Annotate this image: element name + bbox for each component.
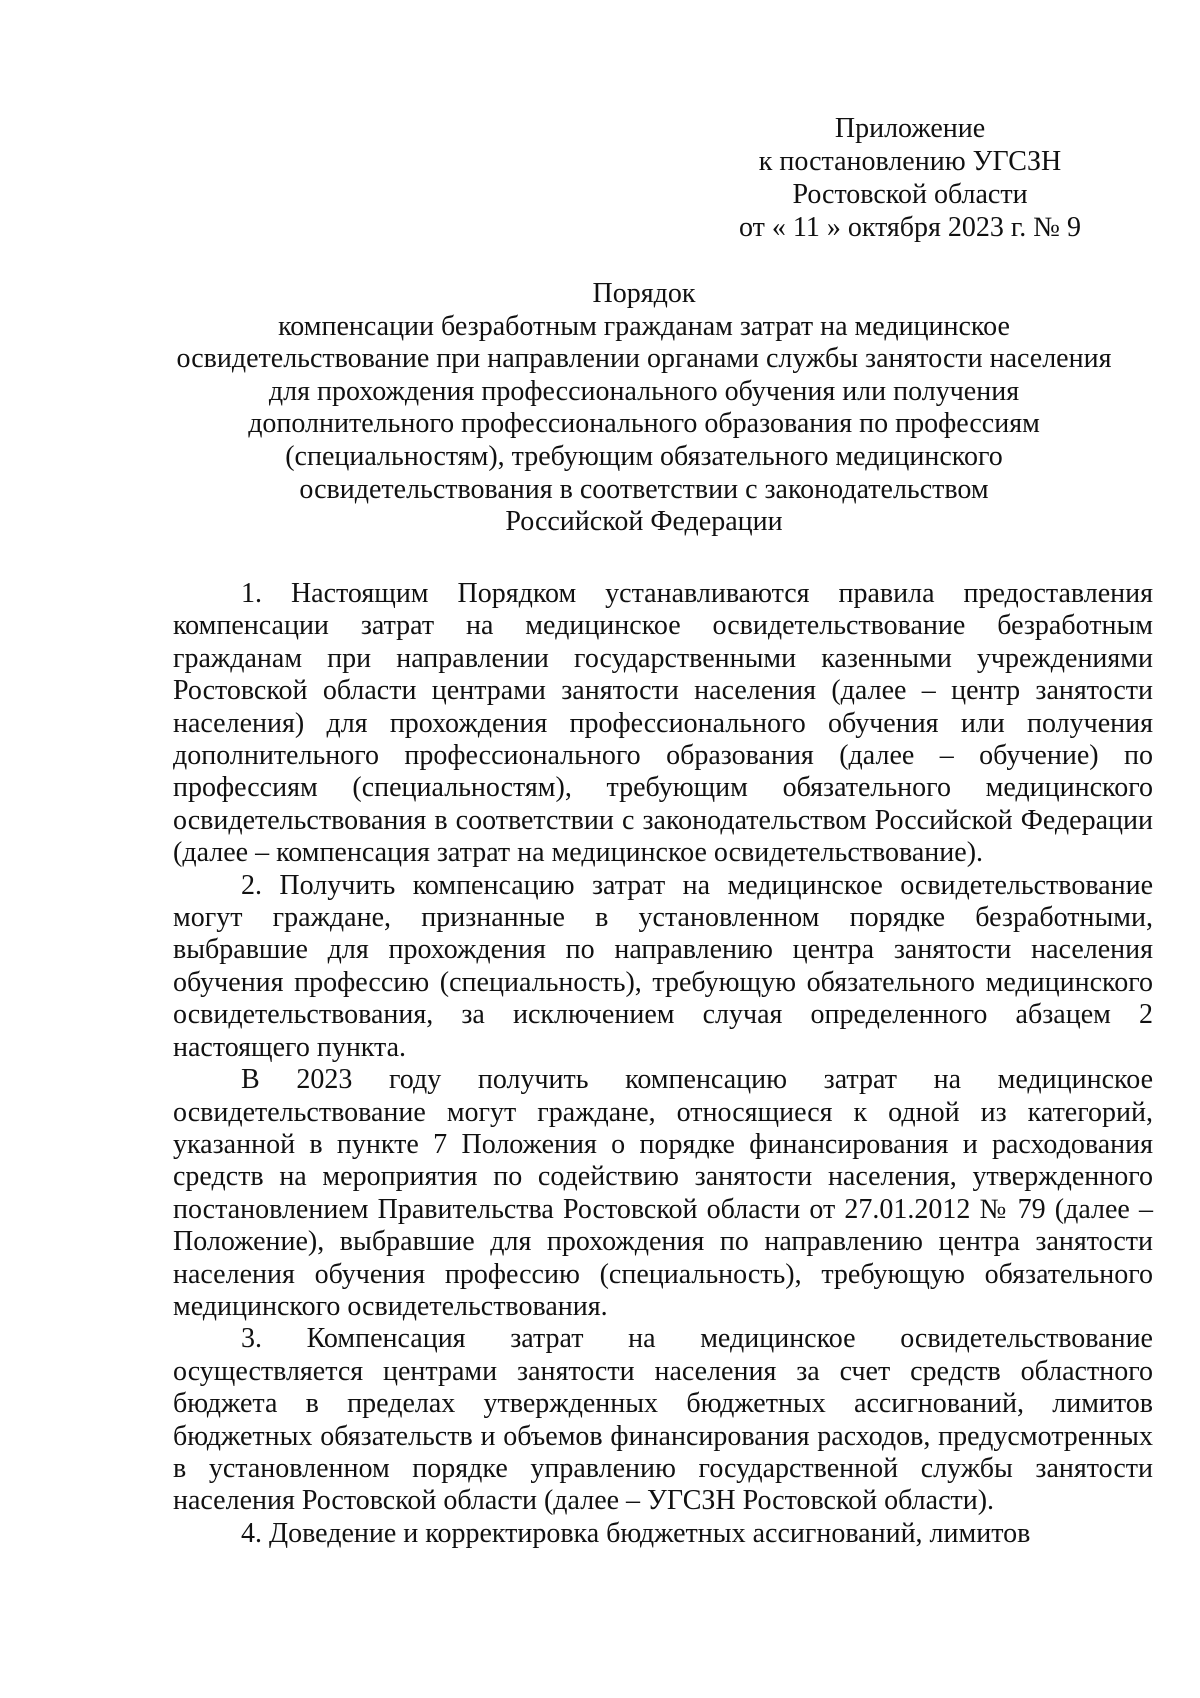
paragraph-4: 4. Доведение и корректировка бюджетных ассигнований, лимитов [241,1517,1031,1549]
title-line: компенсации безработным гражданам затрат на медицинское [278,310,1010,342]
paragraph-3: 3. Компенсация затрат на медицинское освидетельствование осуществляется центрами занятости населения за счет средств областного бюджета в пределах утвержденных бюджетных ассигнований, лимитов бюджетных обязательств и объемов финансирования расходов, предусмотренных в установленном порядке управлению государственной службы занятости населения Ростовской области (далее – УГСЗН Ростовской области). [173,1323,1153,1517]
appendix-header [720,112,1100,244]
document-body [173,578,1153,1550]
document-title [160,278,1128,539]
paragraph-2: 2. Получить компенсацию затрат на медицинское освидетельствование могут граждане, признанные в установленном порядке безработными, выбравшие для прохождения по направлению центра занятости населения обучения профессию (специальность), требующую обязательного медицинского освидетельствования, за исключением случая определенного абзацем 2 настоящего пункта. [173,869,1153,1063]
title-line: (специальностям), требующим обязательного медицинского [285,440,1003,472]
title-heading: Порядок [592,278,696,309]
paragraph-1: 1. Настоящим Порядком устанавливаются правила предоставления компенсации затрат на медицинское освидетельствование безработным гражданам при направлении государственными казенными учреждениями Ростовской области центрами занятости населения (далее – центр занятости населения) для прохождения профессионального обучения или получения дополнительного профессионального образования (далее – обучение) по профессиям (специальностям), требующим обязательного медицинского освидетельствования в соответствии с законодательством Российской Федерации (далее – компенсация затрат на медицинское освидетельствование). [173,578,1153,869]
title-line: освидетельствования в соответствии с законодательством [299,473,989,505]
title-line: для прохождения профессионального обучения или получения [268,375,1020,407]
appendix-resolution: к постановлению УГСЗН [758,146,1062,177]
paragraph-2-subparagraph: В 2023 году получить компенсацию затрат на медицинское освидетельствование могут граждане, относящиеся к одной из категорий, указанной в пункте 7 Положения о порядке финансирования и расходования средств на мероприятия по содействию занятости населения, утвержденного постановлением Правительства Ростовской области от 27.01.2012 № 79 (далее – Положение), выбравшие для прохождения по направлению центра занятости населения обучения профессию (специальность), требующую обязательного медицинского освидетельствования. [173,1064,1153,1322]
appendix-date-number: от « 11 » октября 2023 г. № 9 [739,212,1081,243]
title-line: Российской Федерации [505,506,783,538]
appendix-region: Ростовской области [792,179,1028,210]
title-line: освидетельствование при направлении органами службы занятости населения [176,343,1112,375]
appendix-label: Приложение [834,113,986,144]
title-line: дополнительного профессионального образования по профессиям [248,408,1040,440]
